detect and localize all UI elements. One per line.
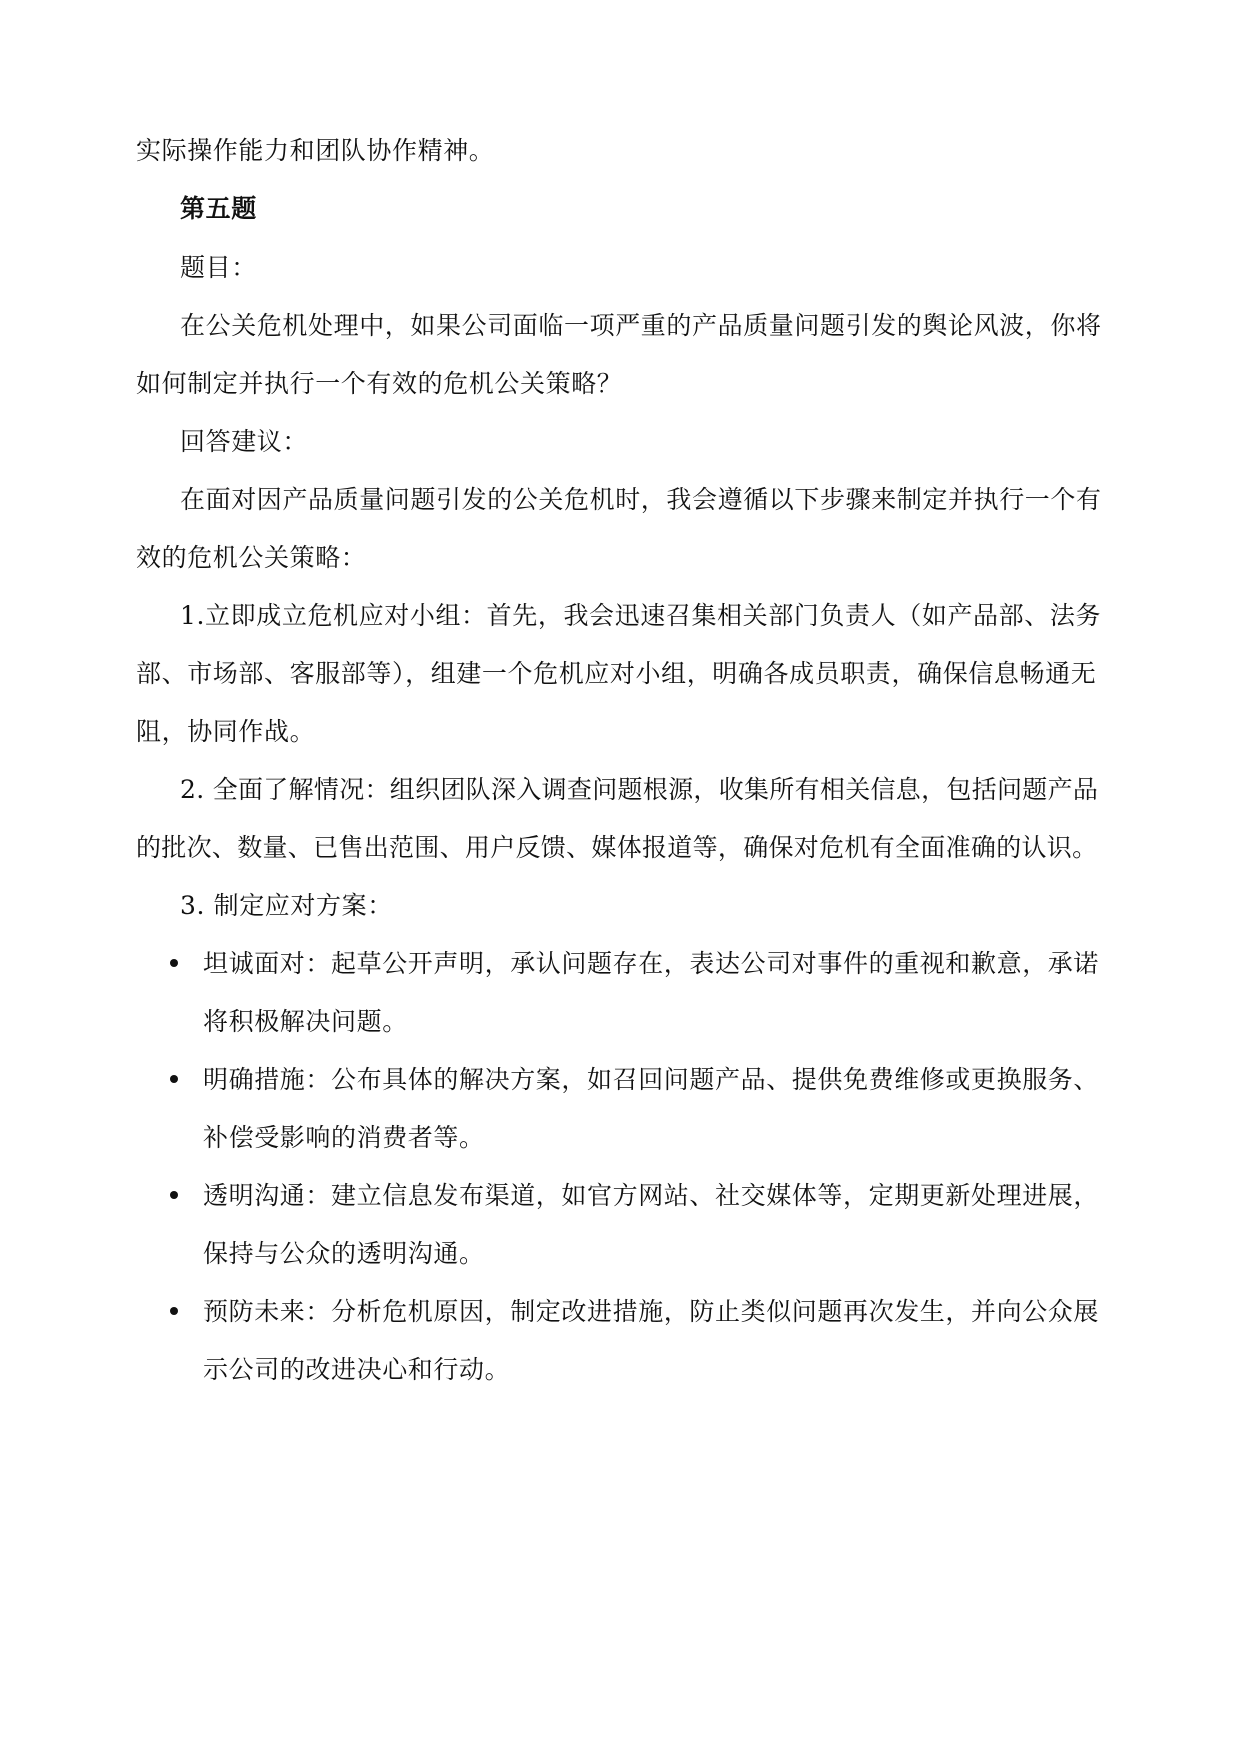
bullet-3-line-2: 保持与公众的透明沟通。 <box>203 1239 485 1268</box>
intro-line-2: 效的危机公关策略： <box>136 543 367 572</box>
question-label: 题目： <box>180 253 257 282</box>
bullet-4-line-2: 示公司的改进决心和行动。 <box>203 1355 511 1384</box>
step1-line-2: 部、市场部、客服部等），组建一个危机应对小组，明确各成员职责，确保信息畅通无 <box>136 659 1097 688</box>
bullet-3-line-1: 透明沟通：建立信息发布渠道，如官方网站、社交媒体等，定期更新处理进展， <box>203 1181 1100 1210</box>
step3-label: 3. 制定应对方案： <box>180 891 393 920</box>
question-heading: 第五题 <box>180 194 257 223</box>
bullet-marker <box>170 1191 178 1199</box>
question-line-1: 在公关危机处理中，如果公司面临一项严重的产品质量问题引发的舆论风波，你将 <box>180 311 1102 340</box>
bullet-1-line-1: 坦诚面对：起草公开声明，承认问题存在，表达公司对事件的重视和歉意，承诺 <box>203 949 1100 978</box>
bullet-marker <box>170 1075 178 1083</box>
bullet-1-line-2: 将积极解决问题。 <box>203 1007 408 1036</box>
bullet-2-line-2: 补偿受影响的消费者等。 <box>203 1123 485 1152</box>
step2-line-2: 的批次、数量、已售出范围、用户反馈、媒体报道等，确保对危机有全面准确的认识。 <box>136 833 1098 862</box>
step2-line-1: 2. 全面了解情况：组织团队深入调查问题根源，收集所有相关信息，包括问题产品 <box>180 775 1099 804</box>
bullet-marker <box>170 959 178 967</box>
intro-line-1: 在面对因产品质量问题引发的公关危机时，我会遵循以下步骤来制定并执行一个有 <box>180 485 1102 514</box>
step1-line-3: 阻，协同作战。 <box>136 717 316 746</box>
bullet-2-line-1: 明确措施：公布具体的解决方案，如召回问题产品、提供免费维修或更换服务、 <box>203 1065 1100 1094</box>
answer-label: 回答建议： <box>180 427 309 456</box>
bullet-marker <box>170 1307 178 1315</box>
bullet-4-line-1: 预防未来：分析危机原因，制定改进措施，防止类似问题再次发生，并向公众展 <box>203 1297 1100 1326</box>
step1-line-1: 1.立即成立危机应对小组：首先，我会迅速召集相关部门负责人（如产品部、法务 <box>180 601 1102 630</box>
question-line-2: 如何制定并执行一个有效的危机公关策略？ <box>136 369 623 398</box>
continuation-line: 实际操作能力和团队协作精神。 <box>136 136 495 165</box>
